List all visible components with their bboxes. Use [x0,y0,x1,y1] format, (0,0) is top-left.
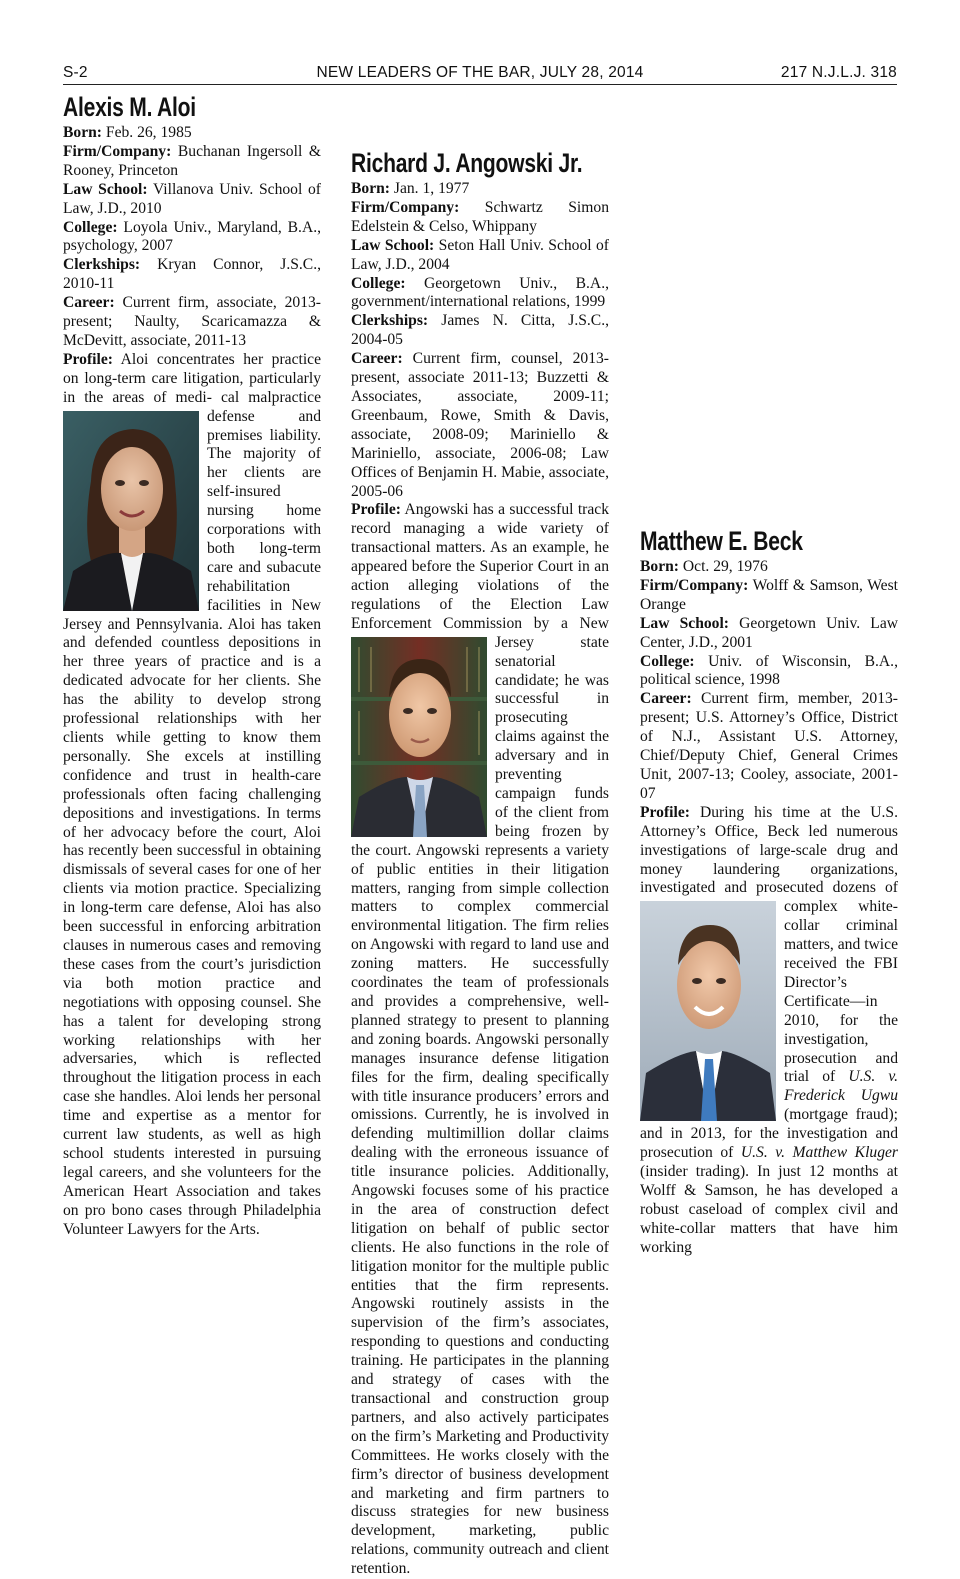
college-line: College: Loyola Univ., Maryland, B.A., psychology, 2007 [63,218,321,255]
page-header [63,62,897,85]
firm-line: Firm/Company: Wolff & Samson, West Orange [640,576,898,613]
case-name: U.S. v. Matthew Kluger [740,1144,898,1162]
profile-name: Richard J. Angowski Jr. [351,148,583,178]
case-name: U.S. v. Frederick Ugwu [784,1068,898,1105]
clerkships-line: Clerkships: James N. Citta, J.S.C., 2004-05 [351,312,609,349]
firm-line: Firm/Company: Schwartz Simon Edelstein & Celso, Whippany [351,198,609,235]
career-line: Career: Current firm, counsel, 2013-present, associate 2011-13; Buzzetti & Associates, associate, 2009-11; Greenbaum, Rowe, Smith & Davis, associate, 2008-09; Mariniello & Mariniello, associate, 2006-08; Law Offices of Benjamin H. Mabie, associate, 2005-06 [351,350,609,500]
profile-text: Profile: Angowski has a successful track record managing a wide variety of transactional matters. As an example, he appeared before the Superior Court in an action alleging violations of the regulations of the Election Law Enforcement Commission by a New Jersey state senatorial candidate; he was successful in prosecuting claims against the adversary and in preventing campaign funds of the client from being frozen by the court. Angowski represents a variety of public entities in their litigation matters, ranging from simple collection matters to complex commercial environmental litigation. The firm relies on Angowski with regard to land use and zoning matters. He successfully coordinates the team of professionals and provides a comprehensive, well-planned strategy to present to planning and zoning boards. Angowski personally manages insurance defense litigation files for the firm, dealing specifically with title insurance producers’ errors and omissions. Currently, he is involved in defending multimillion dollar claims dealing with the erroneous issuance of title insurance policies. Additionally, Angowski focuses some of his practice in the area of construction defect litigation on behalf of public sector clients. He also functions in the role of litigation monitor for the multiple public entities that the firm represents. Angowski routinely assists in the supervision of the firm’s associates, responding to questions and conducting training. He participates in the planning and strategy of cases with the transactional and construction group partners, and also actively participates on the firm’s Marketing and Productivity Committees. He works closely with the firm’s director of business development and marketing and firm partners to discuss strategies for new business development, marketing, public relations, community outreach and client retention. [351,501,609,1578]
college-line: College: Georgetown Univ., B.A., government/international relations, 1999 [351,274,609,311]
college-line: College: Univ. of Wisconsin, B.A., political science, 1998 [640,652,898,689]
born-line: Born: Feb. 26, 1985 [63,124,192,141]
profile-name: Matthew E. Beck [640,526,803,556]
citation: 217 N.J.L.J. 318 [780,64,897,81]
career-line: Career: Current firm, member, 2013-present; U.S. Attorney’s Office, District of N.J., Assistant U.S. Attorney, Chief/Deputy Chief, General Crimes Unit, 2007-13; Cooley, associate, 2001-07 [640,690,898,802]
born-line: Born: Oct. 29, 1976 [640,558,768,575]
column-1 [63,90,321,1239]
section-title: NEW LEADERS OF THE BAR, JULY 28, 2014 [316,64,644,81]
clerkships-line: Clerkships: Kryan Connor, J.S.C., 2010-11 [63,256,321,293]
column-2 [351,90,609,1579]
profile-name: Alexis M. Aloi [63,92,196,122]
profile-text: Profile: Aloi concentrates her practice on long-term care litigation, particularly in the areas of medi- cal malpractice defense and premises liability. The majority of her clients are self-insured nursing home corporations with both long-term care and subacute rehabilitation facilities in New Jersey and Pennsylvania. Aloi has taken and defended countless depositions in her three years of practice and is a dedicated advocate for her clients. She has the ability to develop strong professional relationships with her clients while getting to know them personally. She excels at instilling confidence and trust in health-care professionals often facing challenging depositions and investigations. In terms of her advocacy before the court, Aloi has recently been successful in obtaining dismissals of several cases for one of her clients via motion practice. Specializing in long-term care defense, Aloi has also been successful in enforcing arbitration clauses in numerous cases and removing these cases from the court’s jurisdiction via both motion practice and negotiations with opposing counsel. She has a talent for developing strong working relationships with her adversaries, which is reflected throughout the litigation process in each case she handles. Aloi lends her personal time and expertise as a mentor for current law students, as well as high school students interested in pursuing legal careers, and she volunteers for the American Heart Association and takes on pro bono cases through Philadelphia Volunteer Lawyers for the Arts. [63,350,322,1238]
headshot-photo [351,637,487,837]
profile-text: Profile: During his time at the U.S. Attorney’s Office, Beck led numerous investigations of large-scale drug and money laundering organizations, investigated and prosecuted dozens of complex white-collar criminal matters, and twice received the FBI Director’s Certificate—in 2010, for the investigation, prosecution and trial of U.S. v. Frederick Ugwu (mortgage fraud); and in 2013, for the investigation and prosecution of U.S. v. Matthew Kluger (insider trading). In just 12 months at Wolff & Samson, he has developed a robust caseload of complex civil and white-collar matters that have him working [640,803,898,1256]
law-school-line: Law School: Georgetown Univ. Law Center, J.D., 2001 [640,614,898,651]
born-line: Born: Jan. 1, 1977 [351,180,470,197]
headshot-photo [640,901,776,1121]
law-school-line: Law School: Seton Hall Univ. School of Law, J.D., 2004 [351,236,609,273]
career-line: Career: Current firm, associate, 2013-present; Naulty, Scaricamazza & McDevitt, associate, 2011-13 [63,294,322,349]
law-school-line: Law School: Villanova Univ. School of Law, J.D., 2010 [63,180,321,217]
page-number: S-2 [63,64,88,81]
headshot-photo [63,411,199,611]
firm-line: Firm/Company: Buchanan Ingersoll & Rooney, Princeton [63,142,321,179]
column-3 [640,90,898,1258]
